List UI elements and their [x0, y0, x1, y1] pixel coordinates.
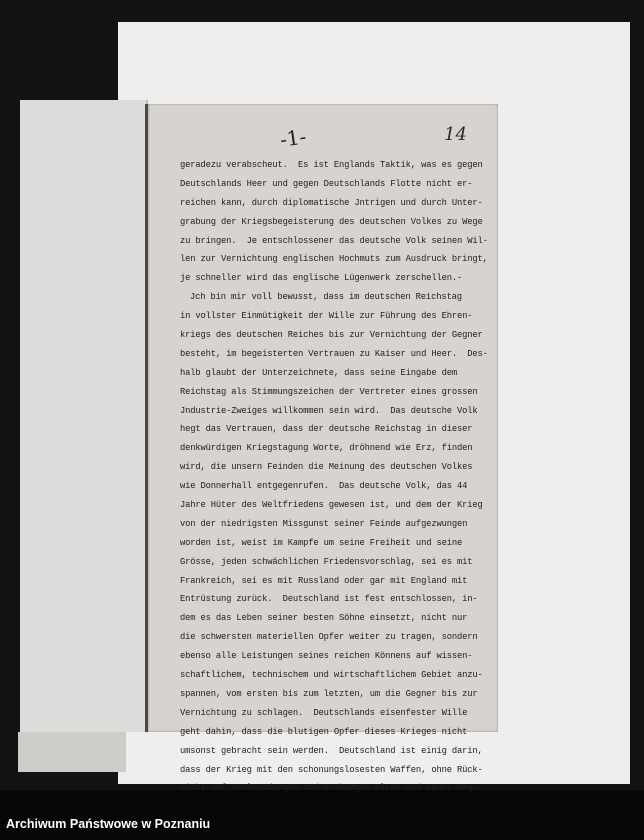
text-line: geradezu verabscheut. Es ist Englands Taktik, was es gegen — [180, 160, 483, 170]
text-line: je schneller wird das englische Lügenwerk zerschellen.- — [180, 273, 463, 284]
text-line: kriegs des deutschen Reiches bis zur Vernichtung der Gegner — [180, 330, 483, 341]
text-line: reichen kann, durch diplomatische Jntrigen und durch Unter- — [180, 197, 483, 208]
text-line: spannen, vom ersten bis zum letzten, um die Gegner bis zur — [180, 688, 478, 699]
text-line: hegt das Vertrauen, dass der deutsche Reichstag in dieser — [180, 424, 473, 435]
left-paper-edge — [20, 100, 148, 732]
page-number: -1- — [278, 124, 308, 152]
text-line: worden ist, weist im Kampfe um seine Freiheit und seine — [180, 537, 463, 548]
archive-caption: Archiwum Państwowe w Poznaniu — [6, 817, 211, 831]
text-line: umsonst gebracht sein werden. Deutschland ist einig darin, — [180, 745, 483, 756]
text-line: zu bringen. Je entschlossener das deutsche Volk seinen Wil- — [180, 235, 488, 246]
text-line: Entrüstung zurück. Deutschland ist fest entschlossen, in- — [180, 594, 478, 605]
text-line: grabung der Kriegsbegeisterung des deutschen Volkes zu Wege — [180, 216, 483, 227]
left-paper-corner — [18, 732, 126, 772]
text-line: Jch bin mir voll bewusst, dass im deutschen Reichstag — [190, 292, 462, 303]
text-line: schaftlichem, technischem und wirtschaftlichem Gebiet anzu- — [180, 670, 483, 681]
text-line: in vollster Einmütigkeit der Wille zur Führung des Ehren- — [180, 311, 473, 322]
text-line: die schwersten materiellen Opfer weiter zu tragen, sondern — [180, 632, 478, 643]
text-line: Grösse, jeden schwächlichen Friedensvorschlag, sei es mit — [180, 556, 473, 567]
text-line: Deutschlands Heer und gegen Deutschlands Flotte nicht er- — [180, 178, 473, 189]
text-line: wie Donnerhall entgegenrufen. Das deutsche Volk, das 44 — [180, 481, 468, 492]
text-line: Vernichtung zu schlagen. Deutschlands eisenfester Wille — [180, 707, 468, 718]
document-body — [180, 156, 486, 798]
text-line: geht dahin, dass die blutigen Opfer dieses Krieges nicht — [180, 726, 468, 737]
text-line: ebenso alle Leistungen seines reichen Könnens auf wissen- — [180, 651, 473, 662]
text-line: len zur Vernichtung englischen Hochmuts zum Ausdruck bringt, — [180, 254, 488, 265]
text-line: Reichstag als Stimmungszeichen der Vertreter eines grossen — [180, 386, 478, 397]
text-line: denkwürdigen Kriegstagung Worte, dröhnend wie Erz, finden — [180, 443, 473, 454]
text-line: Jndustrie-Zweiges willkommen sein wird. Das deutsche Volk — [180, 405, 478, 416]
text-line: dem es das Leben seiner besten Söhne einsetzt, nicht nur — [180, 613, 468, 624]
typed-document-page — [148, 104, 498, 794]
text-line: von der niedrigsten Missgunst seiner Feinde aufgezwungen — [180, 518, 468, 529]
text-line: sicht auf Verleumdungen und Drohungen alter und neuer Geg- — [180, 783, 478, 794]
text-line: dass der Krieg mit den schonungslosesten Waffen, ohne Rück- — [180, 764, 483, 775]
text-line: Jahre Hüter des Weltfriedens gewesen ist, und dem der Krieg — [180, 500, 483, 511]
text-line: wird, die unsern Feinden die Meinung des deutschen Volkes — [180, 462, 473, 473]
text-line: halb glaubt der Unterzeichnete, dass seine Eingabe dem — [180, 367, 457, 378]
archive-folio-number: 14 — [444, 124, 467, 145]
text-line: besteht, im begeisterten Vertrauen zu Kaiser und Heer. Des- — [180, 348, 488, 359]
text-line: Frankreich, sei es mit Russland oder gar mit England mit — [180, 575, 468, 586]
